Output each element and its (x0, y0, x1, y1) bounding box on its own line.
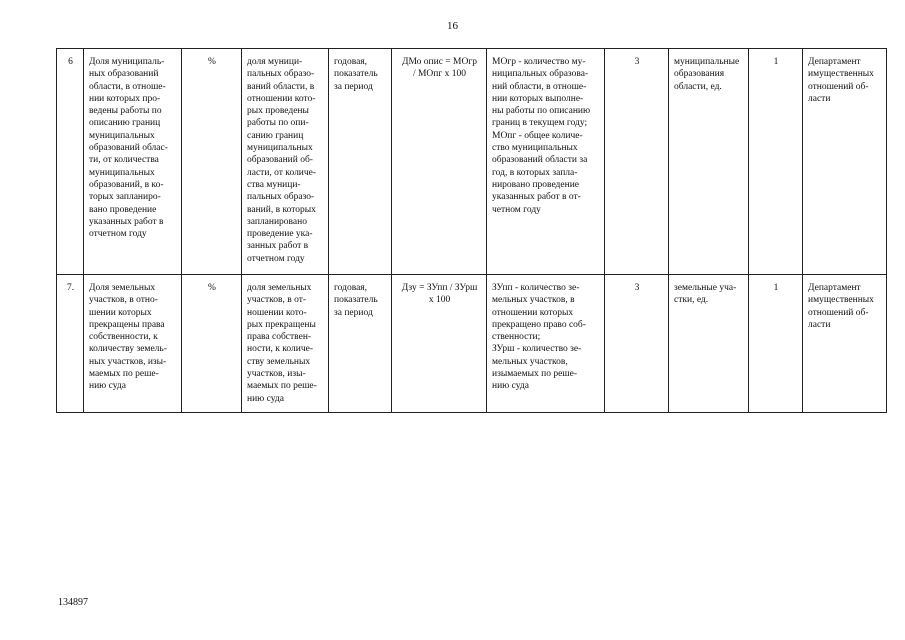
periodicity: годовая, показатель за период (329, 49, 392, 275)
unit-of-measure: % (182, 275, 242, 413)
responsible-body: Департамент имущественных отношений об- ласти (803, 49, 887, 275)
table-row (57, 49, 887, 275)
collection-method: 3 (605, 49, 669, 275)
calculation-formula: ДМо опис = МОгр / МОпг х 100 (392, 49, 487, 275)
linkage-code: 1 (749, 275, 803, 413)
document-code: 134897 (58, 597, 88, 608)
indicator-name: Доля муниципаль- ных образований области, в отноше- нии которых про- ведены работы по описанию границ муниципальных образований облас- ти, от количества муниципальных образований, в ко- торых запланиро- вано проведение указанных работ в отчетном году (84, 49, 182, 275)
linkage-code: 1 (749, 49, 803, 275)
table-row (57, 275, 887, 413)
row-number: 6 (57, 49, 84, 275)
page-number: 16 (447, 20, 458, 32)
population-unit: земельные уча- стки, ед. (669, 275, 749, 413)
responsible-body: Департамент имущественных отношений об- ласти (803, 275, 887, 413)
population-unit: муниципальные образования области, ед. (669, 49, 749, 275)
collection-method: 3 (605, 275, 669, 413)
formula-components: МОгр - количество му- ниципальных образова- ний области, в отноше- нии которых выполне- ны работы по описанию границ в текущем году; МОпг - общее количе- ство муниципальных образований области за год, в которых запла- нировано проведение указанных работ в от- четном году (487, 49, 605, 275)
indicator-name: Доля земельных участков, в отно- шении которых прекращены права собственности, к количеству земель- ных участков, изы- маемых по реше- нию суда (84, 275, 182, 413)
calculation-formula: Дзу = ЗУпп / ЗУрш х 100 (392, 275, 487, 413)
periodicity: годовая, показатель за период (329, 275, 392, 413)
indicator-definition: доля муници- пальных образо- ваний области, в отношении кото- рых проведены работы по опи- санию границ муниципальных образований об- ласти, от количе- ства муници- пальных образо- ваний, в которых запланировано проведение ука- занных работ в отчетном году (242, 49, 329, 275)
indicator-definition: доля земельных участков, в от- ношении кото- рых прекращены права собствен- ности, к количе- ству земельных участков, изы- маемых по реше- нию суда (242, 275, 329, 413)
row-number: 7. (57, 275, 84, 413)
indicator-table (56, 48, 887, 413)
formula-components: ЗУпп - количество зе- мельных участков, в отношении которых прекращено право соб- ственности; ЗУрш - количество зе- мельных участков, изымаемых по реше- нию суда (487, 275, 605, 413)
unit-of-measure: % (182, 49, 242, 275)
